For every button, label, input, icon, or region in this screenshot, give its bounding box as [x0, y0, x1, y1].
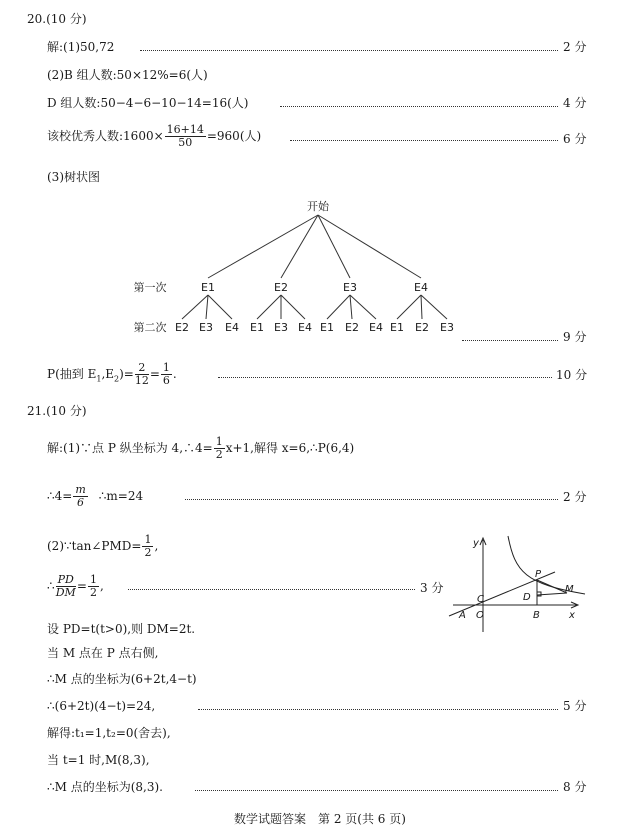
q20-answer-1: 解:(1)50,72	[47, 40, 115, 54]
leader-dots	[185, 499, 558, 500]
fraction-numerator: 1	[162, 361, 170, 374]
tree-leaf: E1	[320, 321, 334, 334]
fraction	[161, 362, 172, 387]
fraction-numerator: 16+14	[166, 123, 204, 136]
leader-dots	[462, 340, 558, 341]
score-label: 6 分	[563, 132, 587, 146]
graph-label-C: C	[477, 594, 484, 605]
fraction-numerator: PD	[57, 573, 74, 586]
graph-label-y: y	[473, 538, 479, 549]
q21-answer-4	[47, 574, 104, 599]
tree-leaf: E2	[415, 321, 429, 334]
score-label: 4 分	[563, 96, 587, 110]
fraction	[56, 574, 76, 599]
fraction	[88, 574, 99, 599]
score-label: 8 分	[563, 780, 587, 794]
text-segment: ∴	[47, 579, 55, 593]
text-segment: )=	[119, 367, 134, 381]
fraction-denominator: 2	[89, 586, 97, 599]
q21-answer-8: ∴(6+2t)(4−t)=24,	[47, 699, 156, 713]
tree-leaf: E2	[175, 321, 189, 334]
q21-answer-6: 当 M 点在 P 点右侧,	[47, 646, 159, 660]
q21-answer-11: ∴M 点的坐标为(8,3).	[47, 780, 163, 794]
coordinate-graph	[445, 532, 595, 642]
leader-dots	[128, 589, 415, 590]
score-label: 10 分	[556, 368, 588, 382]
tree-diagram	[0, 195, 640, 355]
q20-answer-5: (3)树状图	[47, 170, 100, 184]
text-segment: x+1,解得 x=6,∴P(6,4)	[225, 441, 355, 455]
q20-header: 20.(10 分)	[27, 12, 87, 26]
score-label: 3 分	[420, 581, 444, 595]
graph-label-P: P	[535, 569, 542, 580]
tree-node: E2	[274, 281, 288, 294]
graph-label-A: A	[459, 610, 466, 621]
graph-label-x: x	[569, 610, 575, 621]
text-segment: =	[76, 579, 87, 593]
q20-answer-2: (2)B 组人数:50×12%=6(人)	[47, 68, 208, 82]
tree-node: E4	[414, 281, 428, 294]
leader-dots	[140, 50, 558, 51]
q21-answer-9: 解得:t₁=1,t₂=0(舍去),	[47, 726, 171, 740]
tree-leaf: E2	[345, 321, 359, 334]
subscript: 1	[96, 374, 102, 384]
fraction-numerator: m	[75, 483, 86, 496]
fraction	[142, 534, 153, 559]
text-segment: .	[172, 367, 177, 381]
leader-dots	[198, 709, 558, 710]
graph-label-D: D	[523, 592, 531, 603]
fraction-numerator: 1	[144, 533, 152, 546]
tree-leaf: E3	[274, 321, 288, 334]
text-segment: =	[149, 367, 160, 381]
fraction-numerator: 1	[89, 573, 97, 586]
tree-row2-label: 第二次	[133, 321, 167, 334]
leader-dots	[290, 140, 558, 141]
q21-answer-5: 设 PD=t(t>0),则 DM=2t.	[47, 622, 196, 636]
text-segment: 解:(1)∵点 P 纵坐标为 4,∴4=	[47, 441, 213, 455]
q21-answer-3	[47, 534, 158, 559]
q21-header: 21.(10 分)	[27, 404, 87, 418]
tree-leaf: E3	[440, 321, 454, 334]
fraction-denominator: 12	[134, 374, 149, 387]
text-segment: ∴m=24	[98, 489, 144, 503]
fraction-numerator: 2	[135, 362, 149, 375]
text-segment: (2)∵tan∠PMD=	[47, 539, 142, 553]
text-segment: ,	[99, 579, 104, 593]
graph-label-M: M	[565, 584, 574, 595]
graph-label-B: B	[533, 610, 540, 621]
fraction-denominator: 6	[77, 496, 85, 509]
q21-answer-10: 当 t=1 时,M(8,3),	[47, 753, 150, 767]
fraction	[135, 362, 149, 387]
q21-answer-2	[47, 484, 143, 509]
q21-answer-1	[47, 436, 354, 461]
fraction	[214, 436, 225, 461]
text-segment: ,	[154, 539, 159, 553]
score-label: 2 分	[563, 490, 587, 504]
tree-leaf: E4	[369, 321, 383, 334]
text-segment: P(抽到 E	[47, 367, 97, 381]
tree-leaf: E1	[250, 321, 264, 334]
text-segment: 该校优秀人数:1600×	[47, 129, 164, 143]
leader-dots	[218, 377, 552, 378]
fraction-denominator: 50	[178, 136, 193, 149]
fraction	[73, 484, 87, 509]
score-label: 5 分	[563, 699, 587, 713]
q20-answer-3: D 组人数:50−4−6−10−14=16(人)	[47, 96, 249, 110]
fraction-denominator: 2	[215, 448, 223, 461]
subscript: 2	[114, 374, 120, 384]
tree-node: E1	[201, 281, 215, 294]
q21-answer-7: ∴M 点的坐标为(6+2t,4−t)	[47, 672, 197, 686]
q20-answer-4	[47, 124, 261, 149]
tree-node: E3	[343, 281, 357, 294]
tree-row1-label: 第一次	[133, 281, 167, 294]
tree-leaf: E1	[390, 321, 404, 334]
q20-probability	[47, 362, 177, 387]
fraction-denominator: 6	[162, 374, 170, 387]
graph-label-O: O	[476, 610, 484, 621]
tree-root: 开始	[307, 200, 329, 213]
score-label: 9 分	[563, 330, 587, 344]
fraction-numerator: 1	[215, 435, 223, 448]
tree-leaf: E3	[199, 321, 213, 334]
score-label: 2 分	[563, 40, 587, 54]
fraction	[165, 124, 206, 149]
leader-dots	[195, 790, 558, 791]
fraction-denominator: DM	[55, 586, 76, 599]
tree-leaf: E4	[298, 321, 312, 334]
leader-dots	[280, 106, 558, 107]
fraction-denominator: 2	[144, 546, 152, 559]
text-segment: =960(人)	[206, 129, 262, 143]
text-segment: ∴4=	[47, 489, 73, 503]
tree-leaf: E4	[225, 321, 239, 334]
page-footer: 数学试题答案 第 2 页(共 6 页)	[234, 812, 406, 826]
text-segment: ,E	[101, 367, 115, 381]
